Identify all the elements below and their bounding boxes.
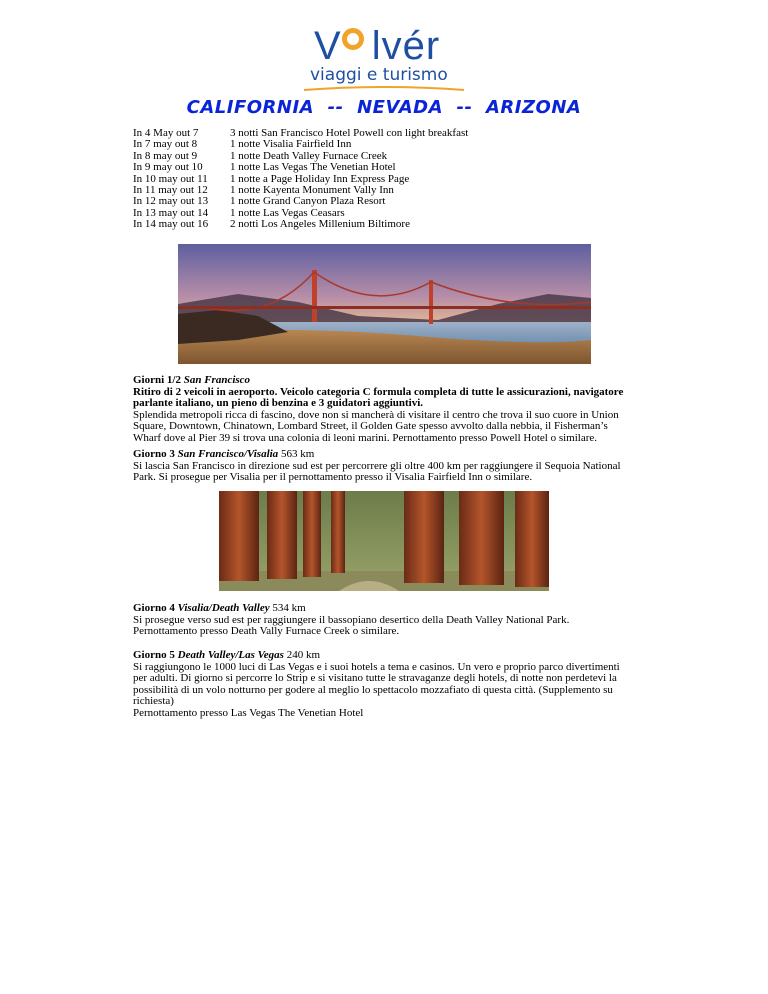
distance-label: 240 km — [286, 649, 321, 661]
day-4-description: Si prosegue verso sud est per raggiungere il bassopiano desertico della Death Valley National Park. Pernottamento presso Death Vally Furnace Creek o similare. — [133, 613, 570, 638]
itinerary-date: In 10 may out 11 — [133, 172, 208, 185]
itinerary-stay: 1 notte Las Vegas Ceasars — [230, 206, 345, 219]
logo-swoosh-icon — [304, 86, 464, 92]
itinerary-date: In 8 may out 9 — [133, 149, 198, 162]
itinerary-stay: 1 notte Grand Canyon Plaza Resort — [230, 195, 386, 208]
itinerary-stay: 2 notti Los Angeles Millenium Biltimore — [230, 218, 410, 231]
page-title: CALIFORNIA -- NEVADA -- ARIZONA — [186, 97, 582, 118]
day-1-2-description: Splendida metropoli ricca di fascino, dove non si mancherà di visitare il centro che trova il suo cuore in Union Square, Downtown, Chinatown, Lombard Street, il Golden Gate spesso avvolto dalla nebbia, il Fisherman’s Wharf dove al Pier 39 si trova una colonia di leoni marini. Pernottamento presso Powell Hotel o similare. — [133, 408, 619, 444]
day-1-2-rental-note: Ritiro di 2 veicoli in aeroporto. Veicolo categoria C formula completa di tutte le assicurazioni, navigatore parlante italiano, un pieno di benzina e 3 guidatori aggiuntivi. — [133, 385, 624, 410]
day-3-description: Si lascia San Francisco in direzione sud est per percorrere gli oltre 400 km per raggiungere il Sequoia National Park. Si prosegue per Visalia per il pernottamento presso il Visalia Fairfield Inn o similare. — [133, 459, 621, 484]
sequoia-photo — [219, 491, 549, 591]
day-1-2-heading — [133, 375, 628, 387]
volver-logo — [304, 22, 464, 92]
itinerary-date: In 9 may out 10 — [133, 161, 203, 174]
day-label: Giorni 1/2 — [133, 374, 181, 386]
day-5-heading — [133, 650, 628, 662]
logo-tagline: viaggi e turismo — [310, 65, 448, 85]
day-4-section — [133, 603, 628, 638]
golden-gate-photo — [178, 244, 591, 364]
logo-brand: V lvér — [314, 24, 441, 68]
itinerary-stay: 1 notte a Page Holiday Inn Express Page — [230, 172, 410, 185]
place-label: Death Valley/Las Vegas — [177, 649, 284, 661]
logo-ring-icon — [342, 28, 364, 50]
itinerary-stays — [230, 128, 468, 231]
itinerary-dates — [133, 128, 208, 231]
day-5-description: Si raggiungono le 1000 luci di Las Vegas e i suoi hotels a tema e casinos. Un vero e proprio parco divertimenti per adulti. Di giorno si percorre lo Strip e si visitano tutte le stravaganze degli hotels, di notte non perdetevi la possibilità di un volo notturno per godere al meglio lo spettacolo mozzafiato di questa città. (Supplemento su richiesta) — [133, 660, 620, 708]
distance-label: 534 km — [272, 602, 306, 614]
day-label: Giorno 4 — [133, 602, 175, 614]
place-label: San Francisco/Visalia — [177, 448, 279, 460]
itinerary-date: In 4 May out 7 — [133, 127, 199, 139]
day-label: Giorno 5 — [133, 649, 175, 661]
itinerary-date: In 12 may out 13 — [133, 195, 209, 208]
day-5-hotel: Pernottamento presso Las Vegas The Venetian Hotel — [133, 706, 364, 719]
day-3-section — [133, 449, 628, 484]
itinerary-stay: 3 notti San Francisco Hotel Powell con light breakfast — [230, 127, 469, 139]
itinerary-stay: 1 notte Death Valley Furnace Creek — [230, 149, 388, 162]
day-4-heading — [133, 603, 628, 615]
day-label: Giorno 3 — [133, 448, 175, 460]
itinerary-date: In 13 may out 14 — [133, 206, 209, 219]
place-label: San Francisco — [183, 374, 251, 386]
distance-label: 563 km — [280, 448, 315, 460]
itinerary-stay: 1 notte Las Vegas The Venetian Hotel — [230, 161, 396, 174]
itinerary-stay: 1 notte Kayenta Monument Vally Inn — [230, 184, 394, 197]
day-5-section — [133, 650, 628, 720]
day-3-heading — [133, 449, 628, 461]
itinerary-date: In 14 may out 16 — [133, 218, 209, 231]
place-label: Visalia/Death Valley — [177, 602, 270, 614]
itinerary-stay: 1 notte Visalia Fairfield Inn — [230, 138, 352, 151]
itinerary-date: In 7 may out 8 — [133, 138, 198, 151]
itinerary-date: In 11 may out 12 — [133, 184, 208, 197]
day-1-2-section — [133, 375, 628, 445]
